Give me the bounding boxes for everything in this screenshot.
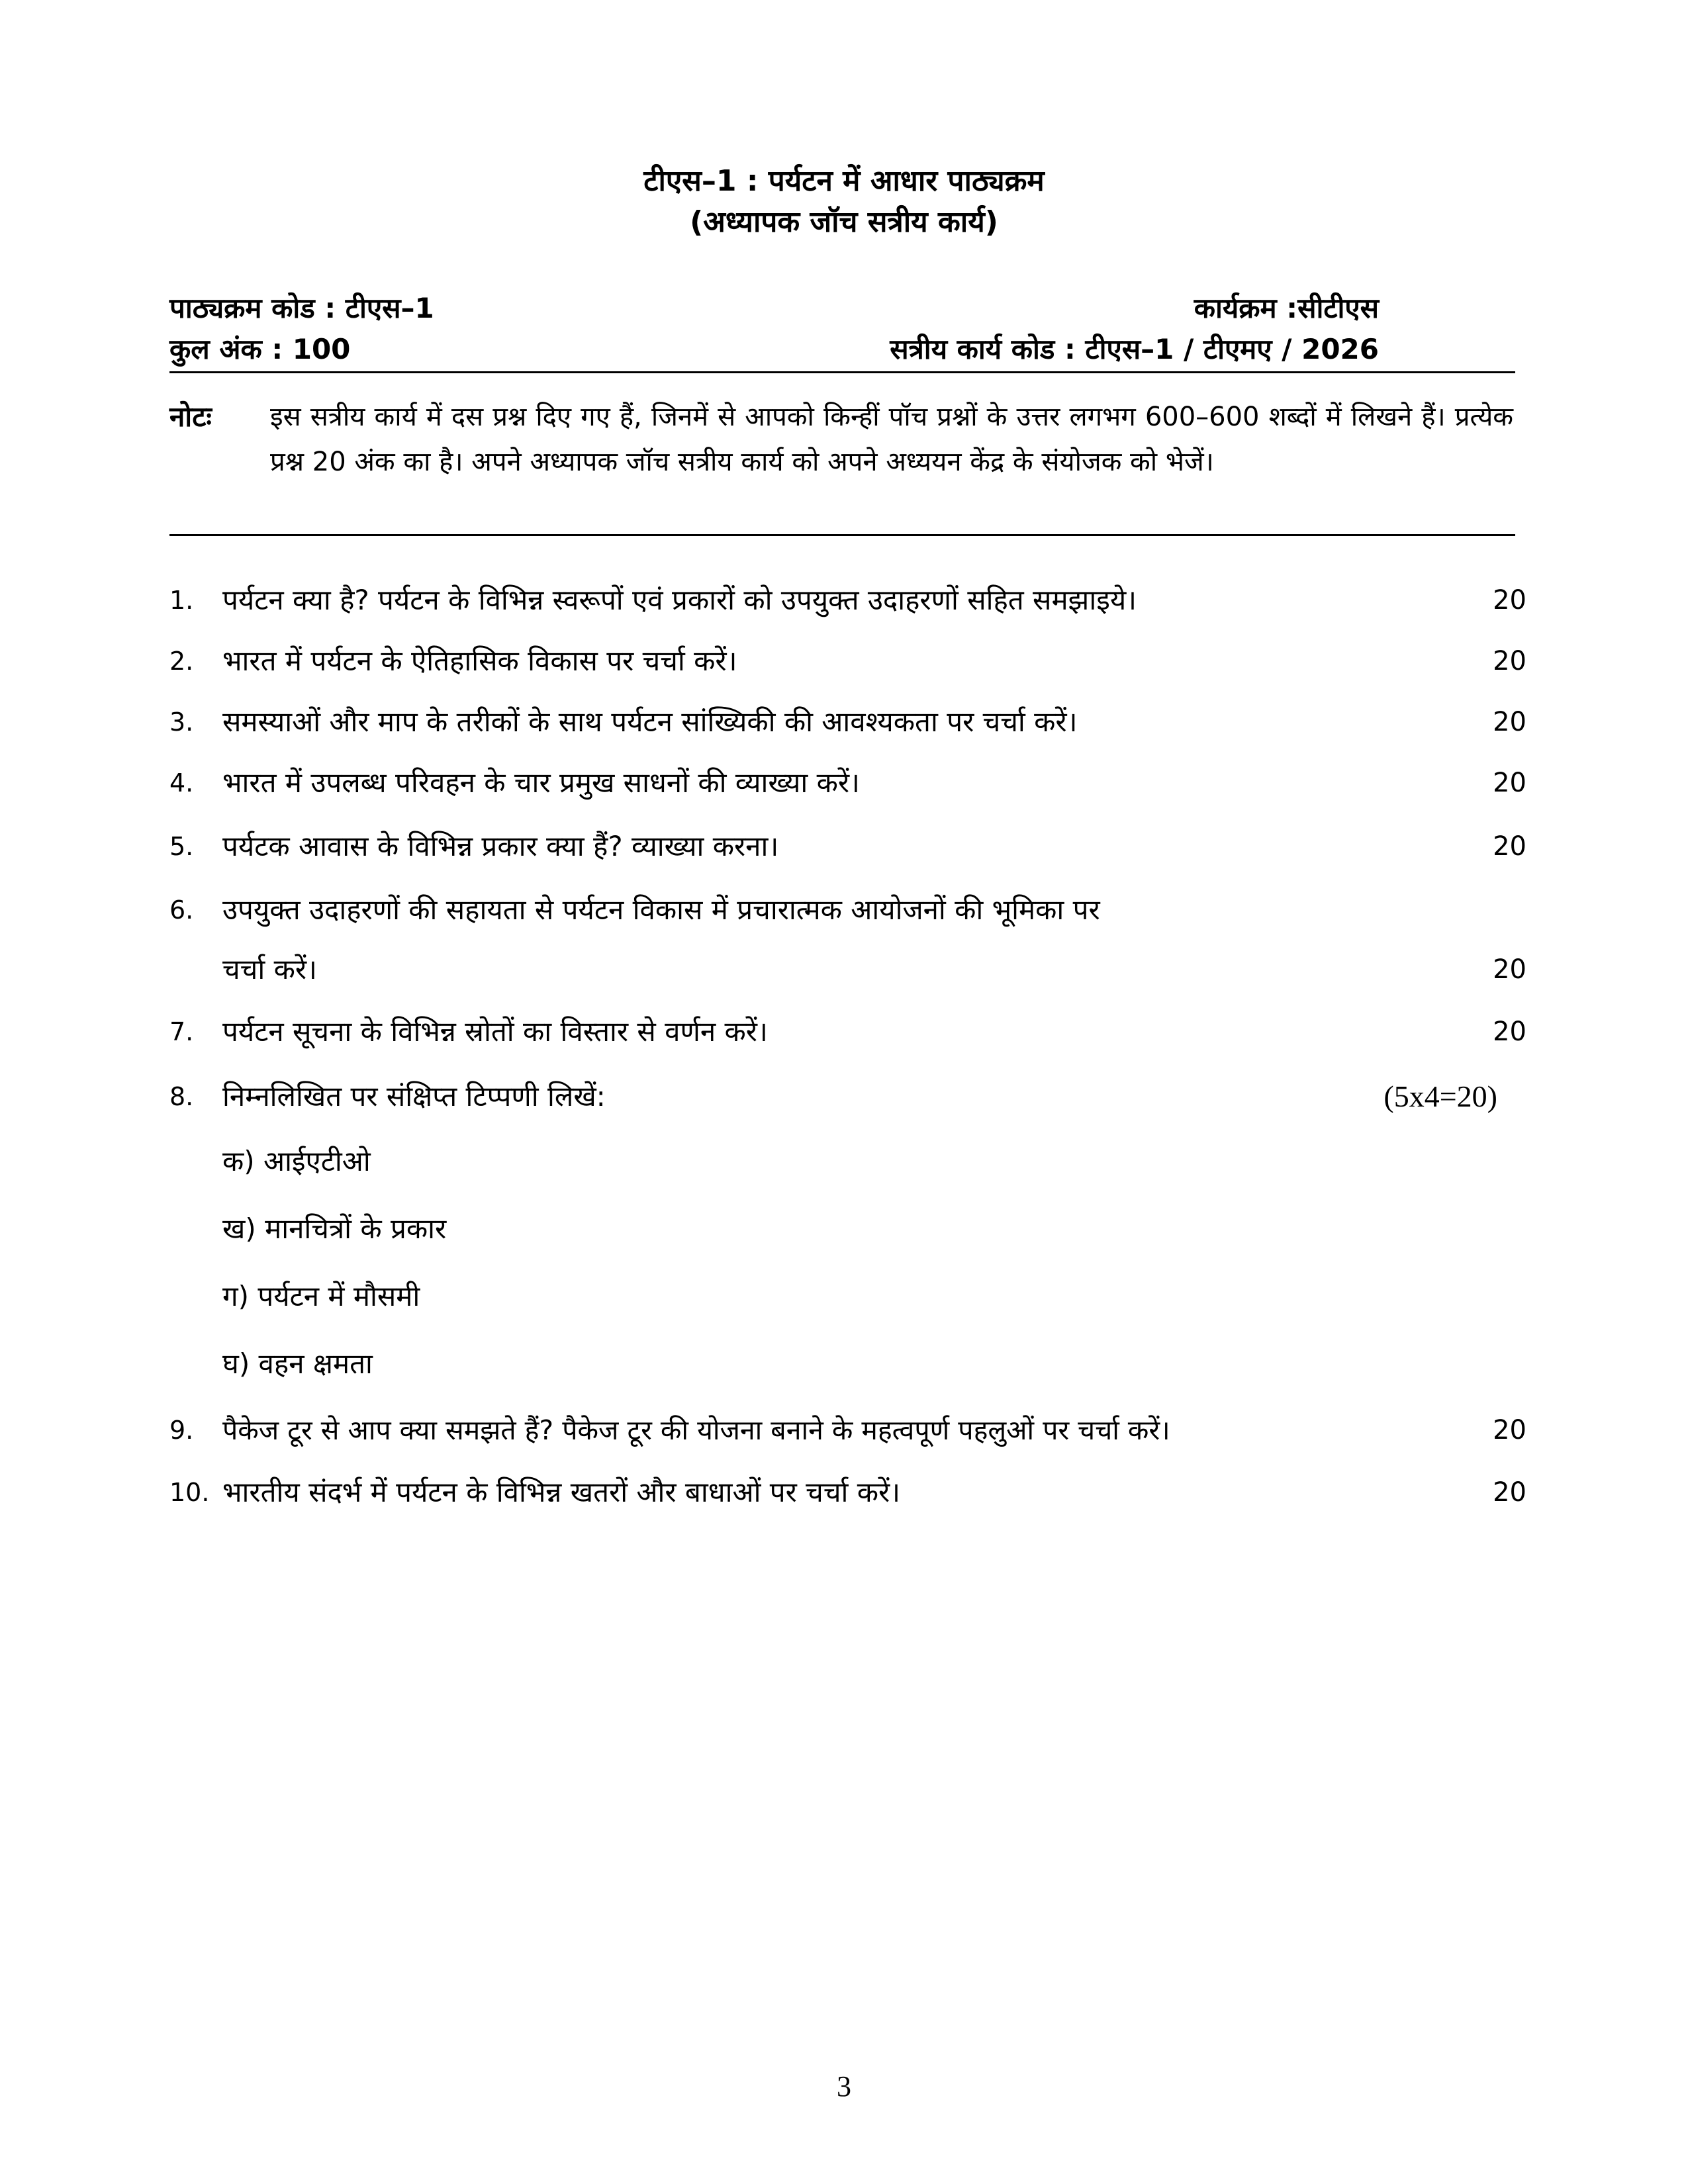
question-number: 7. [169,1017,194,1046]
question-text: पैकेज टूर से आप क्या समझते हैं? पैकेज टूर की योजना बनाने के महत्वपूर्ण पहलुओं पर चर्चा करें। [222,1414,1170,1446]
subpart-item: ख) मानचित्रों के प्रकार [222,1212,447,1245]
question-number: 9. [169,1416,194,1445]
course-code: पाठ्यक्रम कोड : टीएस–1 [169,292,434,324]
question-text: निम्नलिखित पर संक्षिप्त टिप्पणी लिखें: [222,1080,606,1113]
question-number: 10. [169,1478,210,1507]
question-marks: 20 [1493,585,1526,615]
document-subtitle: (अध्यापक जॉच सत्रीय कार्य) [690,205,998,239]
question-number: 5. [169,832,194,861]
question-marks: 20 [1493,1017,1526,1047]
question-number: 4. [169,768,194,797]
page-number: 3 [837,2070,851,2103]
divider-bottom [169,534,1515,536]
question-text: भारत में उपलब्ध परिवहन के चार प्रमुख साधनों की व्याख्या करें। [222,766,860,799]
question-number: 8. [169,1082,194,1111]
question-marks: 20 [1493,707,1526,737]
question-marks: 20 [1493,646,1526,676]
question-text: समस्याओं और माप के तरीकों के साथ पर्यटन सांख्यिकी की आवश्यकता पर चर्चा करें। [222,705,1078,738]
question-text: पर्यटक आवास के विभिन्न प्रकार क्या हैं? व्याख्या करना। [222,830,779,862]
document-title: टीएस–1 : पर्यटन में आधार पाठ्यक्रम [643,164,1045,198]
question-number: 3. [169,707,194,737]
subpart-item: घ) वहन क्षमता [222,1347,373,1380]
question-number: 1. [169,586,194,615]
question-marks: 20 [1493,954,1526,985]
programme: कार्यक्रम :सीटीएस [1194,292,1379,324]
question-text: पर्यटन सूचना के विभिन्न स्रोतों का विस्तार से वर्णन करें। [222,1015,768,1048]
note-label: नोटः [169,400,212,433]
question-text: पर्यटन क्या है? पर्यटन के विभिन्न स्वरूपों एवं प्रकारों को उपयुक्त उदाहरणों सहित समझाइये। [222,584,1137,616]
note-text: इस सत्रीय कार्य में दस प्रश्न दिए गए हैं, जिनमें से आपको किन्हीं पॉच प्रश्नों के उत्तर लगभग 600–600 शब्दों में लिखने हैं। प्रत्येक प्रश्न 20 अंक का है। अपने अध्यापक जॉच सत्रीय कार्य को अपने अध्ययन केंद्र के संयोजक को भेजें। [270,402,1513,477]
question-text: उपयुक्त उदाहरणों की सहायता से पर्यटन विकास में प्रचारात्मक आयोजनों की भूमिका पर [222,893,1100,926]
question-marks: 20 [1493,1415,1526,1445]
question-text: भारत में पर्यटन के ऐतिहासिक विकास पर चर्चा करें। [222,645,737,677]
assignment-code: सत्रीय कार्य कोड : टीएस–1 / टीएमए / 2026 [890,333,1379,365]
question-number: 6. [169,895,194,925]
subpart-item: ग) पर्यटन में मौसमी [222,1280,420,1312]
question-text-continued: चर्चा करें। [222,953,317,985]
divider-top [169,371,1515,373]
subpart-item: क) आईएटीओ [222,1145,371,1177]
question-marks: 20 [1493,1477,1526,1508]
total-marks: कुल अंक : 100 [169,333,351,365]
question-marks: (5x4=20) [1383,1079,1497,1113]
question-number: 2. [169,647,194,676]
question-marks: 20 [1493,768,1526,798]
question-marks: 20 [1493,831,1526,862]
question-text: भारतीय संदर्भ में पर्यटन के विभिन्न खतरों और बाधाओं पर चर्चा करें। [222,1476,901,1508]
